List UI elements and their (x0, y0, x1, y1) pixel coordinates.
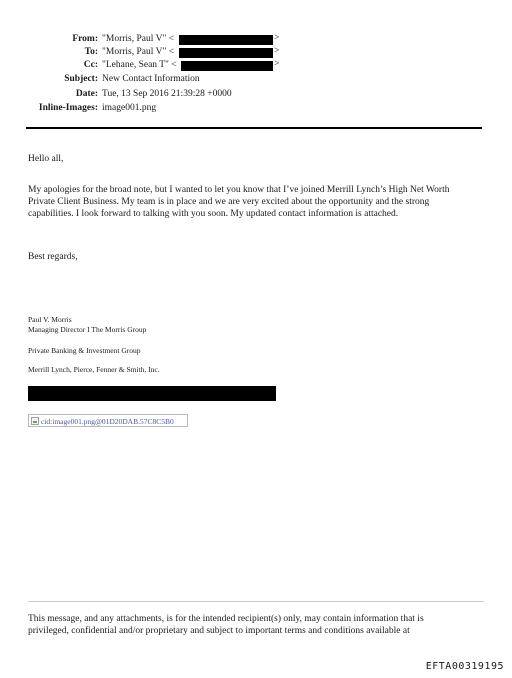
from-label: From: (72, 34, 98, 44)
inline-images-label: Inline-Images: (38, 103, 98, 113)
to-value: "Morris, Paul V" < (102, 47, 175, 57)
subject-label: Subject: (64, 74, 98, 84)
date-value: Tue, 13 Sep 2016 21:39:28 +0000 (102, 89, 232, 99)
from-value: "Morris, Paul V" < (102, 34, 175, 44)
to-suffix: > (274, 46, 280, 56)
redaction-to (179, 48, 273, 58)
signature-title: Managing Director I The Morris Group (28, 325, 147, 334)
footer-disclaimer (28, 613, 484, 637)
footer-line-1: This message, and any attachments, is for the intended recipient(s) only, may contain information that is (28, 614, 424, 624)
subject-value: New Contact Information (102, 74, 200, 84)
body-line-2: Private Client Business. My team is in place and we are very excited about the opportunity and the strong (28, 197, 430, 207)
document-id: EFTA00319195 (425, 661, 504, 672)
to-label: To: (84, 47, 98, 57)
redaction-from (179, 35, 273, 45)
signature-group: Private Banking & Investment Group (28, 346, 141, 355)
greeting: Hello all, (28, 154, 64, 164)
from-suffix: > (274, 33, 280, 43)
broken-image-icon (31, 417, 39, 425)
cc-label: Cc: (83, 60, 98, 70)
signature-name: Paul V. Morris (28, 315, 72, 324)
date-label: Date: (75, 89, 98, 99)
closing: Best regards, (28, 252, 78, 262)
signature-company: Merrill Lynch, Pierce, Fenner & Smith, Inc. (28, 365, 160, 374)
footer-line-2: privileged, confidential and/or proprietary and subject to important terms and conditions available at (28, 626, 410, 636)
broken-image-placeholder (28, 414, 188, 427)
header-divider (26, 127, 482, 129)
cc-suffix: > (274, 59, 280, 69)
footer-divider (28, 601, 484, 602)
redaction-signature-contact (28, 386, 276, 401)
redaction-cc (181, 61, 273, 71)
cc-value: "Lehane, Sean T" < (102, 60, 177, 70)
body-line-1: My apologies for the broad note, but I wanted to let you know that I’ve joined Merrill Lynch’s High Net Worth (28, 185, 450, 195)
image-placeholder-text: cid:image001.png@01D20DAB.57C8C5B0 (41, 417, 174, 426)
body-line-3: capabilities. I look forward to talking with you soon. My updated contact information is attached. (28, 209, 399, 219)
inline-images-value: image001.png (102, 103, 157, 113)
